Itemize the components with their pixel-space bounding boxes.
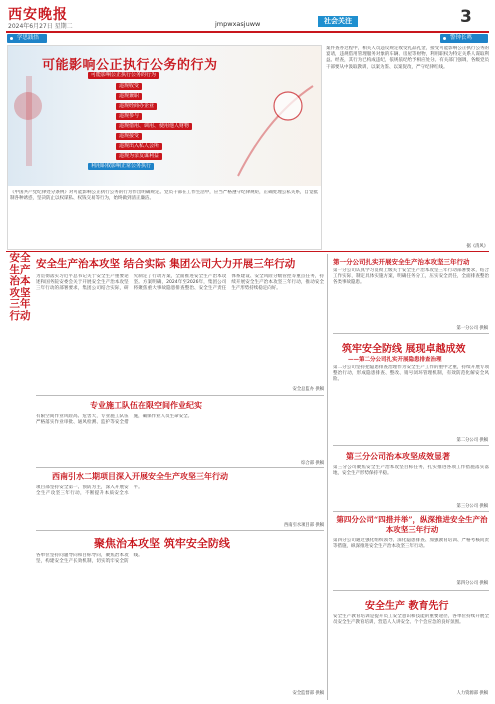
vertical-title: 安全生产治本攻坚三年行动	[9, 252, 31, 322]
issue-date: 2024年6月27日 星期二	[8, 23, 73, 30]
column-divider	[327, 254, 328, 700]
article-divider	[333, 511, 489, 512]
feature-tag: 违规兼职	[116, 93, 142, 100]
feature-tag: 违规借用、调用、使用他人财物	[116, 123, 192, 130]
feature-title: 可能影响公正执行公务的行为	[42, 58, 218, 73]
article-divider	[333, 590, 489, 591]
main-article-title: 安全生产治本攻坚 结合实际 集团公司大力开展三年行动	[36, 258, 296, 270]
article-divider	[36, 530, 324, 531]
section-label-left: 学思践悟	[7, 34, 47, 43]
main-article-body: 为贯彻落实习近平总书记关于安全生产重要论述和国务院安委会关于开展安全生产治本攻坚三年行动的部署要求，集团公司结合实际，研究制定了行动方案，全面推进安全生产治本攻坚。方案明确，2024年至2026年，集团公司将聚焦重大事故隐患排查整治、安全生产责任体系建设、安全风险分级管控等重点任务，持续开展安全生产治本攻坚三年行动，推动安全生产形势持续稳定向好。	[36, 274, 324, 292]
article-body: 第一分公司认真学习贯彻上级关于安全生产治本攻坚三年行动部署要求，结合工作实际，制定具体实施方案，明确任务分工，压实安全责任，全面排查整治各类事故隐患。	[333, 268, 489, 286]
article-byline: 安全监督部 供稿	[292, 691, 324, 696]
article-body: 第二分公司坚持把隐患排查治理作为安全生产工作的重中之重，持续开展专项整治行动，形成隐患排查、整改、销号闭环管理机制，有效防范化解安全风险。	[333, 365, 489, 383]
article-title: 聚焦治本攻坚 筑牢安全防线	[94, 537, 230, 550]
site-url: jmpwxasjuww	[215, 20, 261, 28]
right-top-source: 据《清风》	[466, 244, 488, 249]
article-byline: 第二分公司 供稿	[456, 438, 488, 443]
feature-tag: 违规经商办企业	[116, 103, 157, 110]
feature-tag: 违规接受	[116, 133, 142, 140]
article-byline: 第一分公司 供稿	[456, 326, 488, 331]
article-subtitle: ——第二分公司扎实开展隐患排查治理	[348, 357, 442, 363]
article-title: 专业施工队伍在限空间作业纪实	[90, 400, 202, 410]
feature-tag: 违规为亲友谋利益	[116, 153, 162, 160]
article-byline: 西南引水项目部 供稿	[283, 523, 324, 528]
article-title: 筑牢安全防线 展现卓越成效	[342, 344, 466, 355]
article-divider	[36, 467, 324, 468]
column-badge: 社会关注	[318, 16, 358, 27]
article-byline: 人力资源部 供稿	[456, 691, 488, 696]
feature-body: 《中国共产党纪律处分条例》对可能影响公正执行公务的行为作出明确规定。党员干部在工作生活中，应当严格遵守纪律规矩，正确处理公私关系，自觉抵制各种诱惑，坚决防止以权谋私、权钱交易等行为，始终做到清正廉洁。	[10, 190, 318, 202]
page-header	[0, 0, 495, 40]
main-article-byline: 安全总监办 供稿	[292, 387, 324, 392]
article-byline: 综合部 供稿	[301, 461, 324, 466]
article-divider	[333, 333, 489, 334]
feature-tag: 违规参与	[116, 113, 142, 120]
article-body: 第三分公司聚焦安全生产治本攻坚目标任务，扎实推进各项工作措施落实落地，安全生产形势保持平稳。	[333, 465, 489, 477]
article-body: 项目部坚持安全第一、预防为主，深入开展安全生产攻坚三年行动，不断提升本质安全水平。	[36, 485, 143, 497]
section-divider	[6, 251, 489, 252]
newspaper-logo: 西安晚报	[8, 7, 68, 23]
feature-tag: 违规出入私人会所	[116, 143, 162, 150]
article-title: 第四分公司“四措并举”，纵深推进安全生产治本攻坚三年行动	[336, 515, 488, 534]
article-divider	[36, 395, 324, 396]
article-body: 各单位坚持问题导向和目标导向，聚焦治本攻坚，构建安全生产长效机制，切实筑牢安全防线。	[36, 553, 143, 565]
article-body: 安全生产教育培训是提升员工安全意识和技能的重要途径，各单位持续开展全员安全生产教育培训，营造人人讲安全、个个会应急的良好氛围。	[333, 614, 489, 626]
feature-tag: 可能影响公正执行公务的行为	[88, 72, 159, 79]
article-title: 第一分公司扎实开展安全生产治本攻坚三年行动	[333, 258, 470, 266]
article-title: 西南引水二期项目深入开展安全生产攻坚三年行动	[52, 471, 228, 481]
right-top-body: 案件查办过程中，相关人员违反规定收受礼品礼金，接受可能影响公正执行公务的宴请，违规借用管理服务对象的车辆、房屋等财物，利用职权为特定关系人谋取利益。经查，其行为已构成违纪，依规依纪给予相应处分。有关部门强调，各级党员干部要从中汲取教训，以案为鉴、以案促改，严守纪律红线。	[326, 46, 489, 70]
article-body: 第四分公司通过强化组织领导、深化隐患排查、加强教育培训、严格考核问责等措施，纵深推进安全生产治本攻坚三年行动。	[333, 538, 489, 550]
article-title: 安全生产 教育先行	[365, 601, 449, 612]
header-rule	[6, 31, 489, 33]
page-number: 3	[460, 7, 472, 27]
feature-tag: 违规收受	[116, 83, 142, 90]
article-body: 有限空间作业风险高、危害大，专业施工队伍严格落实作业审批、通风检测、监护等安全措施，确保作业人员生命安全。	[36, 414, 193, 426]
article-byline: 第四分公司 供稿	[456, 581, 488, 586]
article-divider	[333, 445, 489, 446]
article-byline: 第三分公司 供稿	[456, 504, 488, 509]
article-title: 第三分公司治本攻坚成效显著	[346, 451, 450, 461]
section-label-right: 警钟长鸣	[440, 34, 488, 43]
feature-tag: 利用职权影响正常公务执行	[88, 163, 154, 170]
